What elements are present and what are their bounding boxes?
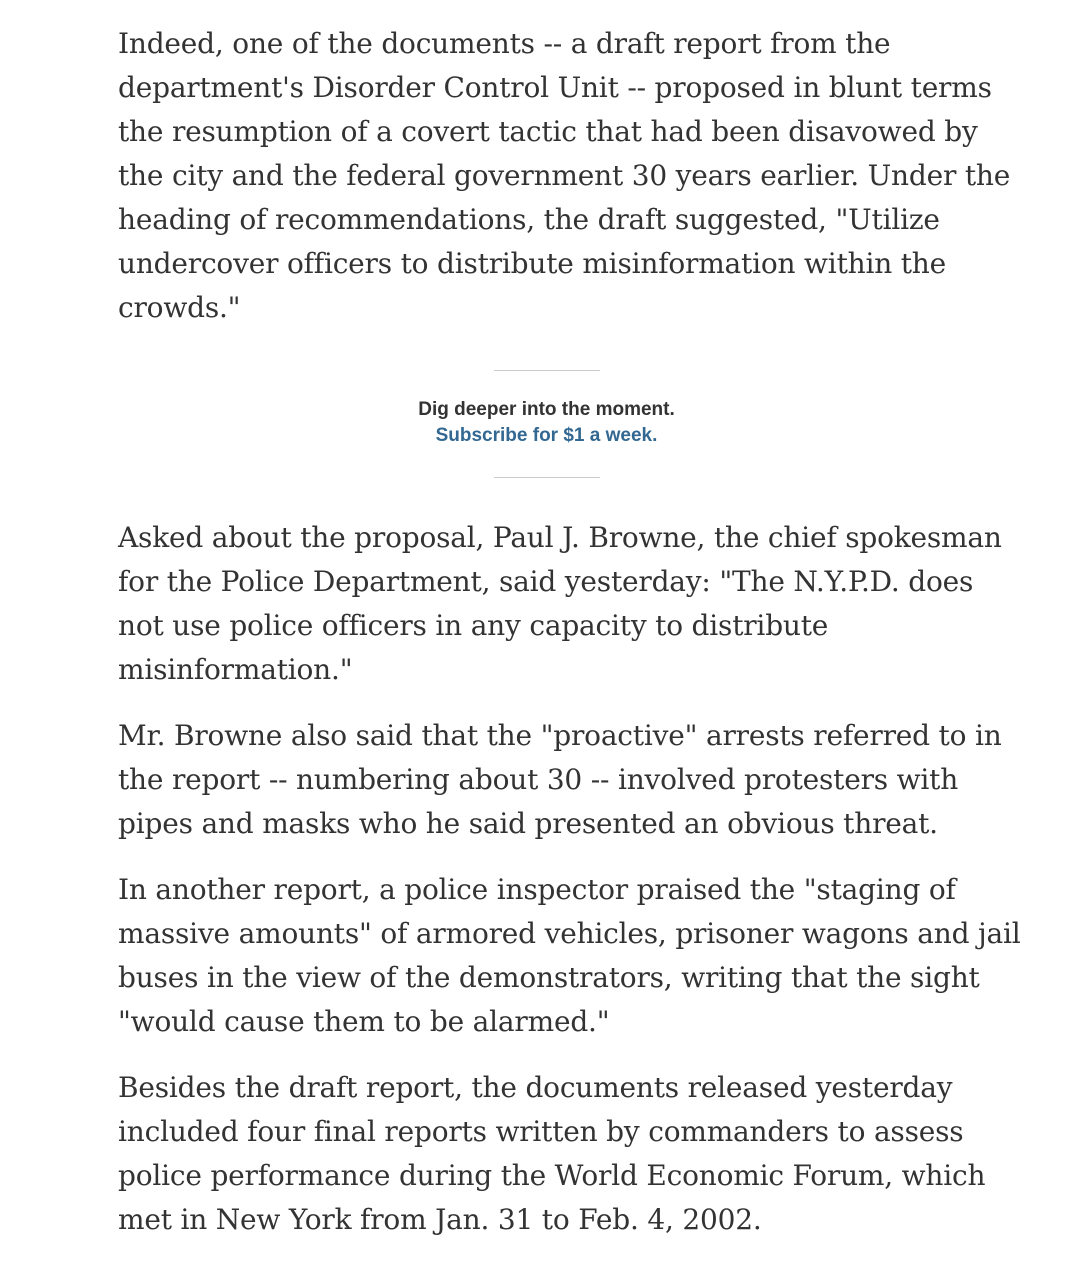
article-paragraph: Asked about the proposal, Paul J. Browne, the chief spokesman for the Police Department, said yesterday: "The N.Y.P.D. does not use police officers in any capacity to distribute misinformation.": [118, 521, 1002, 686]
article-paragraph: Mr. Browne also said that the "proactive" arrests referred to in the report -- numbering about 30 -- involved protesters with pipes and masks who he said presented an obvious threat.: [118, 719, 1002, 840]
article-paragraph: Besides the draft report, the documents released yesterday included four final reports written by commanders to assess police performance during the World Economic Forum, which met in New York from Jan. 31 to Feb. 4, 2002.: [118, 1071, 986, 1236]
article-body: [118, 22, 1023, 1264]
subscribe-promo: [118, 370, 1023, 478]
subscribe-link[interactable]: Subscribe for $1 a week.: [435, 425, 658, 446]
promo-headline: Dig deeper into the moment.: [418, 399, 675, 420]
promo-bottom-divider: [494, 477, 600, 478]
promo-content: [94, 371, 999, 477]
article-paragraph: In another report, a police inspector praised the "staging of massive amounts" of armored vehicles, prisoner wagons and jail buses in the view of the demonstrators, writing that the sight "would cause them to be alarmed.": [118, 873, 1021, 1038]
article-paragraph: Indeed, one of the documents -- a draft report from the department's Disorder Control Unit -- proposed in blunt terms the resumption of a covert tactic that had been disavowed by the city and the federal government 30 years earlier. Under the heading of recommendations, the draft suggested, "Utilize undercover officers to distribute misinformation within the crowds.": [118, 27, 1011, 324]
